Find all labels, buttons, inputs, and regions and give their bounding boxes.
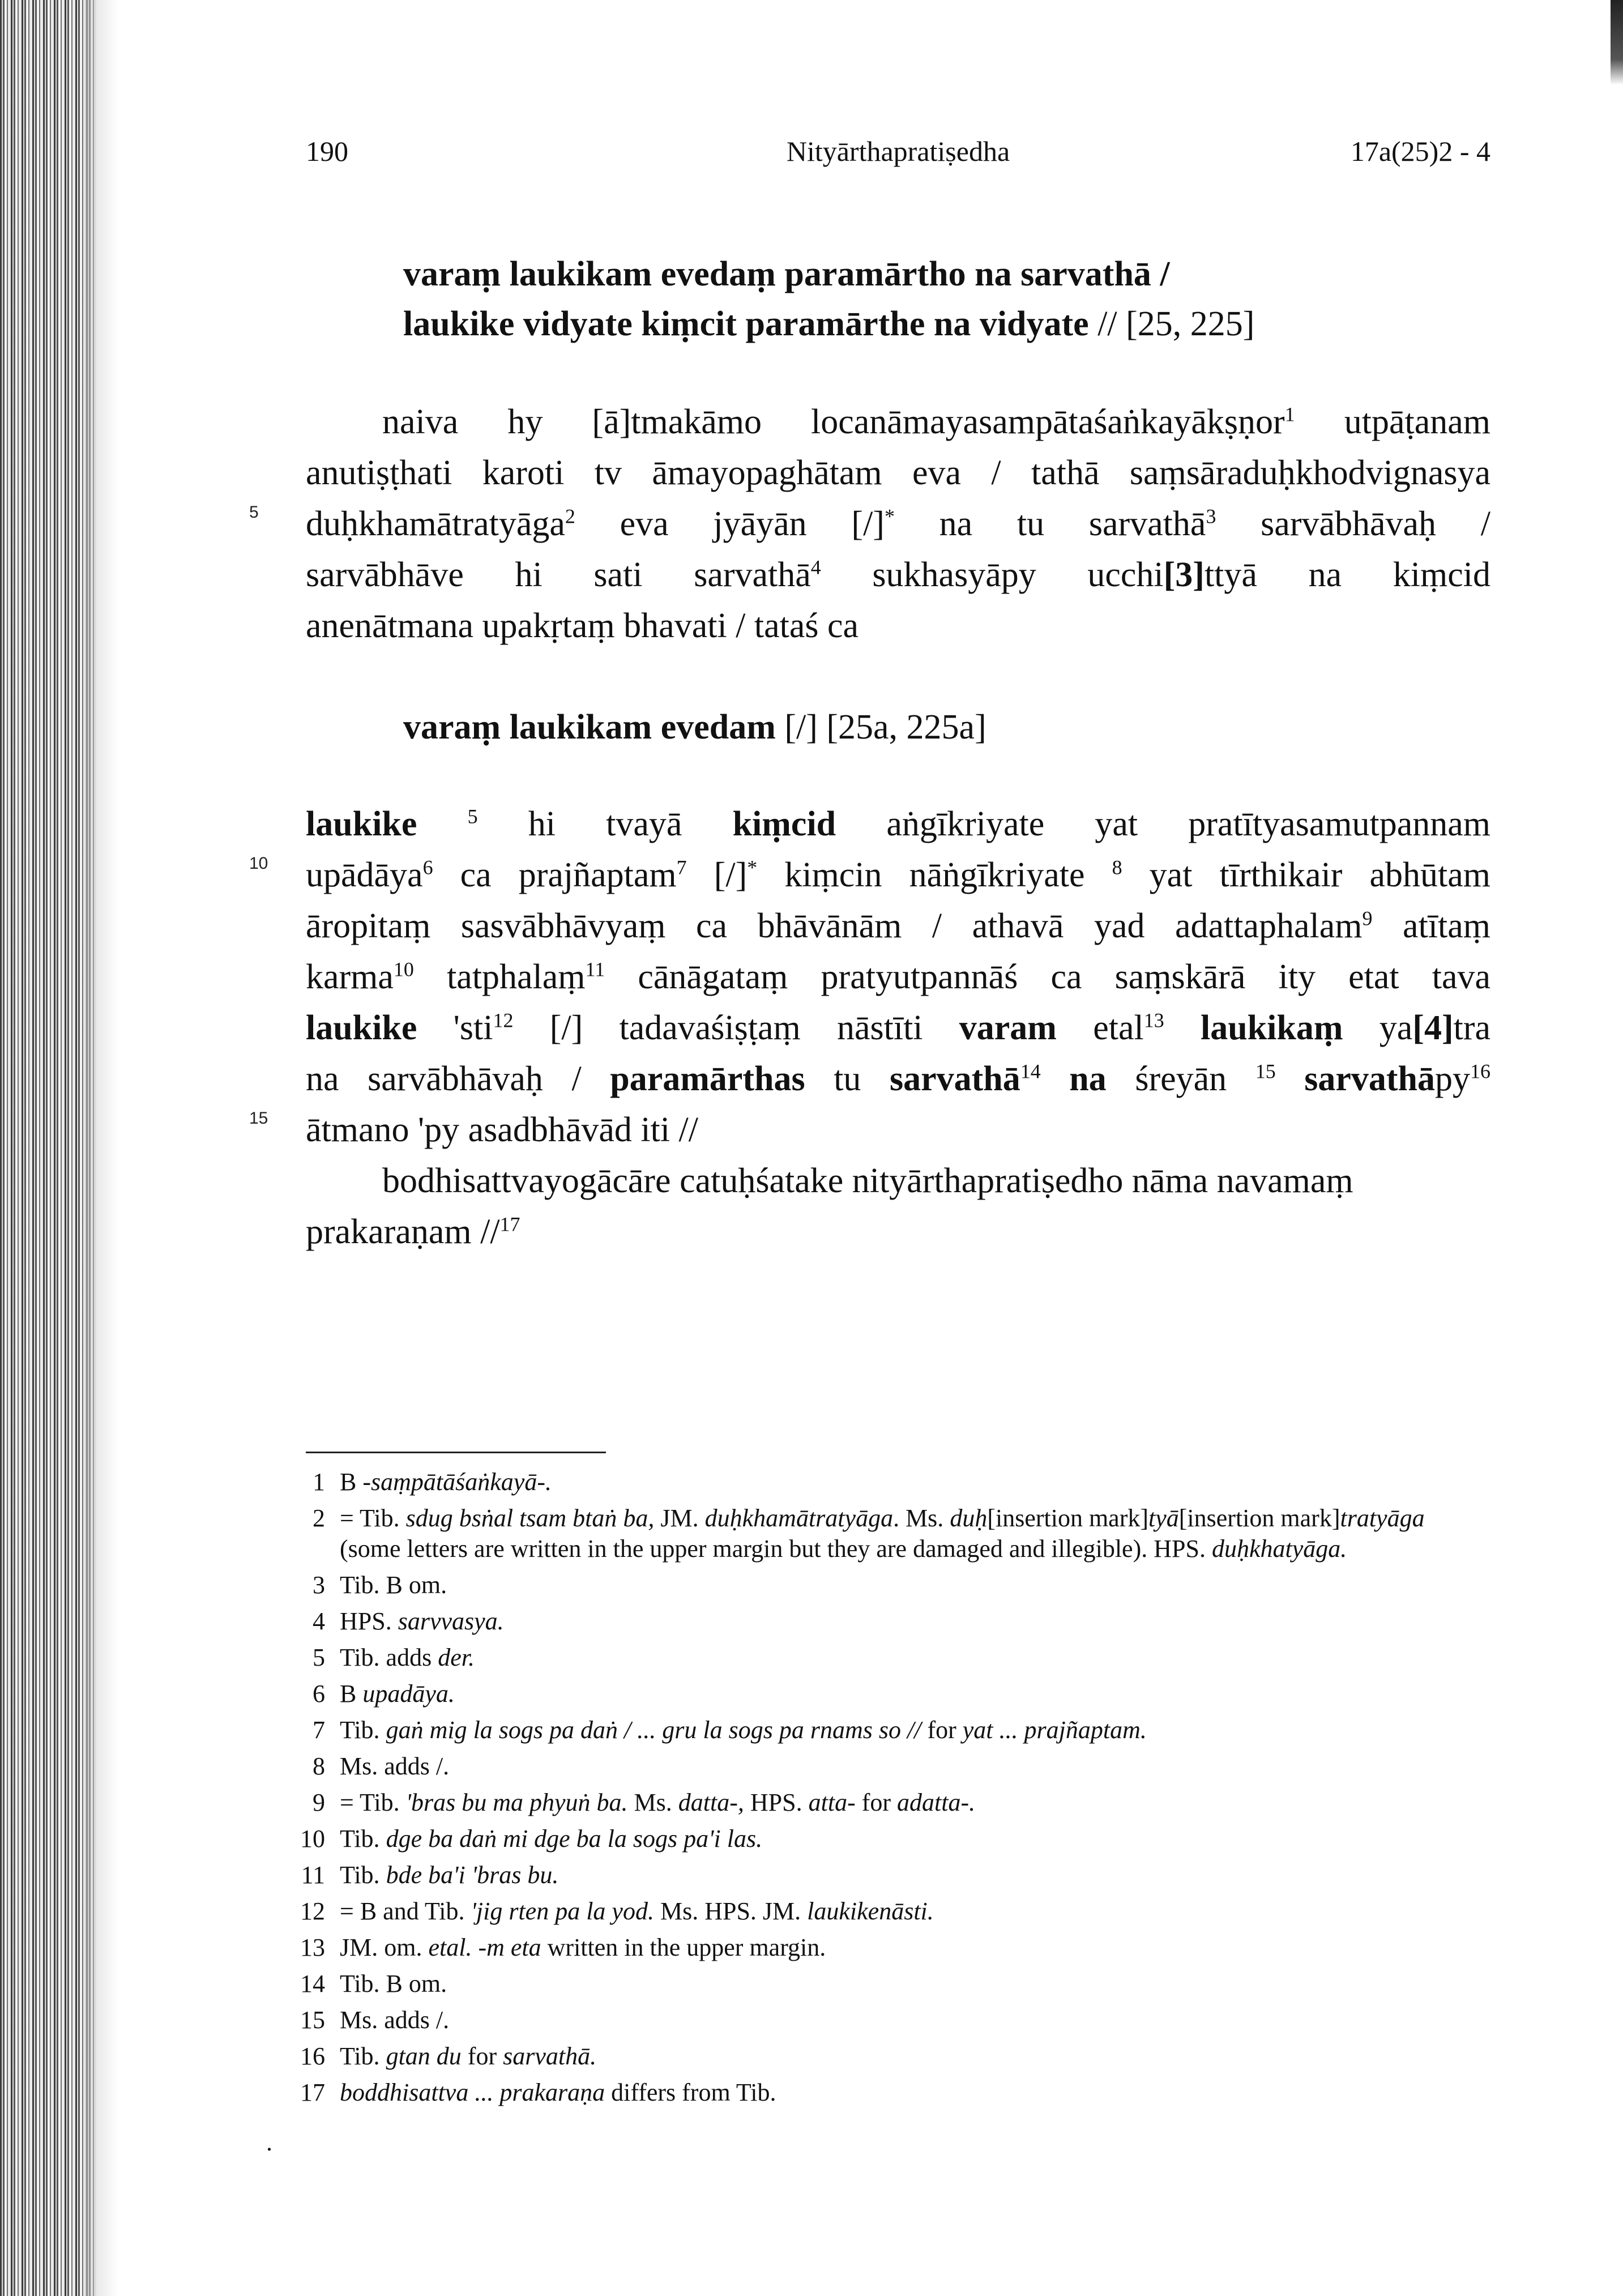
folio-reference: 17a(25)2 - 4 <box>1350 135 1490 167</box>
footnote-text-run: Ms. adds /. <box>340 1752 450 1780</box>
footnote-number: 5 <box>313 1644 325 1671</box>
footnote <box>283 1567 1478 1603</box>
footnote <box>283 1930 1478 1966</box>
footnote-text-run: tyā <box>1148 1504 1179 1532</box>
footnote-text-run: -saṃpātāśaṅkayā-. <box>362 1468 552 1496</box>
footnote-number: 14 <box>300 1970 325 1998</box>
footnote-text <box>340 1464 1478 1500</box>
footnote-text <box>340 1676 1478 1712</box>
footnote-number: 13 <box>300 1934 325 1961</box>
footnote-text-run: atta- <box>808 1789 856 1816</box>
footnote-text-run: Tib. B om. <box>340 1970 447 1998</box>
footnote-number: 10 <box>300 1825 325 1853</box>
footnote-text-run: upadāya. <box>362 1680 455 1708</box>
footnote <box>283 1712 1478 1748</box>
footnote-text-run: dge ba daṅ mi dge ba la sogs pa'i las. <box>386 1825 763 1853</box>
footnote-text-run: Tib. <box>340 2042 386 2070</box>
verse-225-line-2: laukike vidyate kiṃcit paramārthe na vidyate // [25, 225] <box>403 305 1255 343</box>
footnote <box>283 1603 1478 1640</box>
commentary-paragraph-2 <box>306 799 1490 1257</box>
footnote-text <box>340 1748 1478 1785</box>
footnote-text-run: duḥ <box>950 1504 988 1532</box>
footnote-text <box>340 1893 1478 1930</box>
footnote <box>283 1785 1478 1821</box>
footnote-text-run: = Tib. <box>340 1504 406 1532</box>
footnote <box>283 2038 1478 2075</box>
footnote-text-run: Ms. HPS. JM. <box>654 1897 808 1925</box>
footnote <box>283 1640 1478 1676</box>
verse-225a: varaṃ laukikam evedam [/] [25a, 225a] <box>403 708 986 746</box>
footnote-text-run: Tib. <box>340 1716 386 1744</box>
footnote-text <box>340 2002 1478 2038</box>
running-title: Nityārthapratiṣedha <box>786 135 1010 167</box>
footnote-text-run: Ms. adds /. <box>340 2006 450 2034</box>
footnote-number: 1 <box>313 1468 325 1496</box>
footnote-number: 17 <box>300 2079 325 2106</box>
footnote-text <box>340 1712 1478 1748</box>
text-line: duḥkhamātratyāga$^2$ eva jyāyān [/]* na tu sarvathā$^3$ sarvābhāvaḥ / <box>306 505 1490 543</box>
footnote-text-run: laukikenāsti. <box>807 1897 934 1925</box>
footnote <box>283 2075 1478 2111</box>
footnote-text-run: Tib. <box>340 1861 386 1889</box>
verse-225-line-1: varaṃ laukikam evedaṃ paramārtho na sarvathā / <box>403 255 1170 293</box>
footnote-text <box>340 1500 1478 1567</box>
footnote-text-run: sarvathā. <box>503 2042 597 2070</box>
footnote-text-run: B <box>340 1680 363 1708</box>
footnote-number: 9 <box>313 1789 325 1816</box>
stray-mark: . <box>266 2128 272 2156</box>
footnote-text-run: B <box>340 1468 363 1496</box>
footnote <box>283 1500 1478 1567</box>
footnote-number: 16 <box>300 2042 325 2070</box>
footnote-number: 12 <box>300 1897 325 1925</box>
footnote-text-run: bde ba'i 'bras bu. <box>386 1861 559 1889</box>
footnote-text-run: for <box>921 1716 963 1744</box>
footnote-text <box>340 1930 1478 1966</box>
footnote-text-run: adatta-. <box>897 1789 976 1816</box>
running-header <box>306 135 1490 174</box>
footnote-number: 3 <box>313 1571 325 1599</box>
footnote-text <box>340 1567 1478 1603</box>
footnote-text-run: Tib. <box>340 1825 386 1853</box>
gutter-shading <box>85 0 119 2296</box>
text-line: ātmano 'py asadbhāvād iti // <box>306 1111 698 1149</box>
footnote <box>283 1966 1478 2002</box>
footnote-text-run: sarvvasya. <box>398 1607 504 1635</box>
text-line: anutiṣṭhati karoti tv āmayopaghātam eva / tathā saṃsāraduḥkhodvignasya <box>306 454 1490 492</box>
footnote-text-run: (some letters are written in the upper margin but they are damaged and illegible). HPS. <box>340 1535 1212 1563</box>
footnote-number: 7 <box>313 1716 325 1744</box>
footnote-text-run: [insertion mark] <box>1178 1504 1340 1532</box>
footnote-text <box>340 1603 1478 1640</box>
line-number: 5 <box>249 503 259 522</box>
footnote-text-run: . Ms. <box>893 1504 950 1532</box>
footnote-text-run: Tib. adds <box>340 1644 438 1671</box>
footnote-text <box>340 1821 1478 1857</box>
footnote-text-run: gtan du <box>386 2042 462 2070</box>
text-line: laukike 'sti$^{12}$ [/] tadavaśiṣṭaṃ nāstīti varam etal$^{13}$ laukikaṃ ya[4]tra <box>306 1009 1490 1047</box>
text-line: sarvābhāve hi sati sarvathā$^4$ sukhasyāpy ucchi[3]ttyā na kiṃcid <box>306 556 1490 594</box>
line-number: 15 <box>249 1109 268 1128</box>
footnote-text <box>340 1966 1478 2002</box>
footnote-text <box>340 1857 1478 1893</box>
text-line: āropitaṃ sasvābhāvyaṃ ca bhāvānām / athavā yad adattaphalam$^9$ atītaṃ <box>306 907 1490 945</box>
footnotes <box>283 1464 1478 2111</box>
footnote-text-run: JM. om. <box>340 1934 429 1961</box>
footnote <box>283 1748 1478 1785</box>
footnote-separator <box>306 1452 606 1453</box>
footnote-text-run: HPS. <box>744 1789 809 1816</box>
scan-edge-mark <box>1611 0 1623 85</box>
footnote-number: 8 <box>313 1752 325 1780</box>
footnote <box>283 1464 1478 1500</box>
footnote-text-run: for <box>461 2042 503 2070</box>
footnote-text <box>340 1640 1478 1676</box>
footnote-text-run: for <box>855 1789 898 1816</box>
footnote-number: 11 <box>301 1861 325 1889</box>
footnote-text <box>340 1785 1478 1821</box>
footnote-text-run: boddhisattva ... prakaraṇa <box>340 2079 605 2106</box>
footnote-text-run: differs from Tib. <box>605 2079 776 2106</box>
footnote-text-run: = Tib. <box>340 1789 406 1816</box>
text-line: karma$^{10}$ tatphalaṃ$^{11}$ cānāgataṃ pratyutpannāś ca saṃskārā ity etat tava <box>306 958 1490 996</box>
commentary-paragraph-1 <box>306 396 1490 651</box>
colophon-line: prakaraṇam //$^{17}$ <box>306 1213 520 1251</box>
text-line: upādāya$^6$ ca prajñaptam$^7$ [/]* kiṃcin nāṅgīkriyate $^8$ yat tīrthikair abhūtam <box>306 856 1491 894</box>
text-line: na sarvābhāvaḥ / paramārthas tu sarvathā$^{14}$ na śreyān $^{15}$ sarvathāpy$^{16}$ <box>306 1060 1491 1098</box>
footnote-text-run: duḥkhamātratyāga <box>704 1504 894 1532</box>
line-number: 10 <box>249 854 268 873</box>
footnote-number: 15 <box>300 2006 325 2034</box>
text-line: naiva hy [ā]tmakāmo locanāmayasampātaśaṅkayākṣṇor$^1$ utpāṭanam <box>382 403 1490 441</box>
footnote-text <box>340 2075 1478 2111</box>
footnote-text-run: HPS. <box>340 1607 398 1635</box>
footnote-text <box>340 2038 1478 2075</box>
footnote-number: 4 <box>313 1607 325 1635</box>
footnote-text-run: JM. <box>654 1504 705 1532</box>
footnote-text-run: 'jig rten pa la yod. <box>471 1897 654 1925</box>
footnote-text-run: = B and Tib. <box>340 1897 471 1925</box>
footnote-text-run: 'bras bu ma phyuṅ ba. <box>405 1789 628 1816</box>
footnote-text-run: tratyāga <box>1340 1504 1425 1532</box>
footnote-text-run: yat ... prajñaptam. <box>962 1716 1147 1744</box>
footnote <box>283 1821 1478 1857</box>
footnote <box>283 1857 1478 1893</box>
footnote-text-run: duḥkhatyāga. <box>1211 1535 1347 1563</box>
footnote-text-run: sdug bsṅal tsam btaṅ ba, <box>405 1504 655 1532</box>
footnote-number: 2 <box>313 1504 325 1532</box>
text-line: anenātmana upakṛtaṃ bhavati / tataś ca <box>306 607 859 645</box>
page-number: 190 <box>306 135 348 167</box>
footnote-text-run: [insertion mark] <box>987 1504 1149 1532</box>
footnote <box>283 1676 1478 1712</box>
footnote-text-run: gaṅ mig la sogs pa daṅ / ... gru la sogs pa rnams so // <box>386 1716 921 1744</box>
footnote-text-run: etal. -m eta <box>428 1934 541 1961</box>
footnote <box>283 1893 1478 1930</box>
footnote-text-run: Tib. B om. <box>340 1571 447 1599</box>
footnote <box>283 2002 1478 2038</box>
text-line: laukike $^5$ hi tvayā kiṃcid aṅgīkriyate yat pratītyasamutpannam <box>306 805 1491 843</box>
colophon-line: bodhisattvayogācāre catuḥśatake nityārthapratiṣedho nāma navamaṃ <box>382 1162 1353 1200</box>
footnote-text-run: datta-, <box>678 1789 744 1816</box>
footnote-number: 6 <box>313 1680 325 1708</box>
footnote-text-run: written in the upper margin. <box>541 1934 826 1961</box>
footnote-text-run: Ms. <box>627 1789 678 1816</box>
footnote-text-run: der. <box>438 1644 475 1671</box>
book-spine-shadow <box>0 0 96 2296</box>
